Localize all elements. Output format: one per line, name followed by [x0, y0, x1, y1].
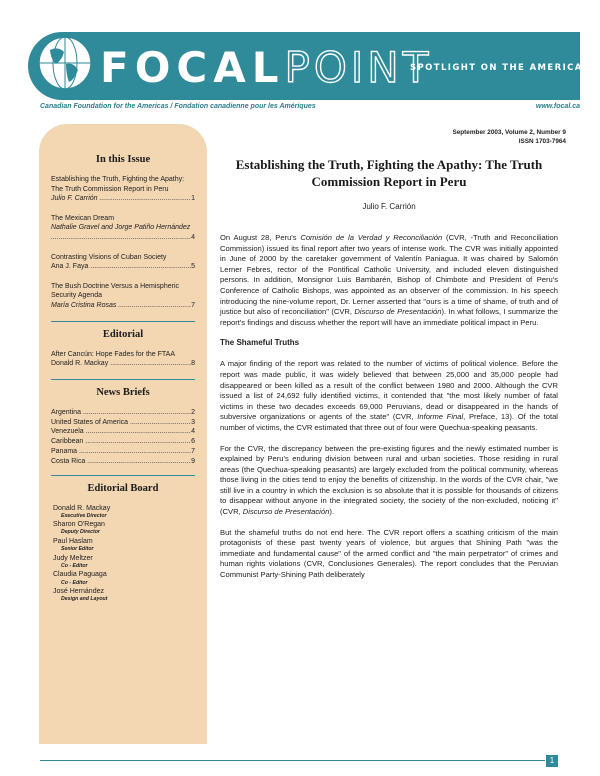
news-page: 7 — [191, 447, 195, 455]
board-member — [53, 570, 195, 587]
footer-rule — [40, 760, 545, 761]
article-title: Establishing the Truth, Fighting the Apathy: The Truth Commission Report in Peru — [235, 157, 543, 189]
board-member — [53, 537, 195, 554]
member-name: José Hernández — [53, 588, 104, 596]
news-page: 6 — [191, 438, 195, 446]
issue-issn: ISSN 1703-7964 — [518, 138, 566, 145]
text-run: ). In what follows, I summarize the report's findings and discuss whether the report will have an immediate political impact in Peru. — [220, 307, 559, 327]
in-this-issue-heading: In this Issue — [95, 154, 151, 165]
sidebar — [39, 124, 207, 744]
editorial-board-heading: Editorial Board — [87, 482, 159, 494]
toc-item[interactable] — [51, 175, 195, 204]
toc-item[interactable] — [51, 282, 195, 311]
text-run-italic: Comisión de la Verdad y Reconciliación — [300, 233, 443, 242]
focal-point-wordmark — [100, 42, 432, 94]
article-paragraph: But the shameful truths do not end here. The CVR report offers a scathing criticism of the main protagonists of these past twenty years of violence, but argues that Shining Path "was the immediate and fundamental cause" of the armed conflict and "the main perpetrator" of crimes and human rights violations (CVR, Conclusiones Generales). The report concludes that the Peruvian Communist Party-Shining Path deliberately — [220, 527, 558, 580]
news-label: United States of America ..... — [51, 418, 191, 428]
editorial-heading: Editorial — [102, 328, 144, 340]
member-role: Deputy Director — [61, 529, 100, 536]
news-brief-item[interactable] — [51, 408, 195, 418]
news-brief-item[interactable] — [51, 437, 195, 447]
toc-title: Establishing the Truth, Fighting the Apathy: The Truth Commission Report in Peru — [51, 176, 185, 193]
divider — [51, 475, 195, 476]
news-label: Caribbean ..... — [51, 437, 191, 447]
news-brief-item[interactable] — [51, 418, 195, 428]
member-role: Co - Editor — [61, 562, 88, 569]
news-briefs-heading: News Briefs — [96, 386, 150, 398]
member-role: Co - Editor — [61, 579, 88, 586]
member-role: Senior Editor — [61, 546, 94, 553]
member-role: Design and Layout — [61, 596, 108, 603]
toc-author: Julio F. Carrión ..... — [51, 194, 191, 204]
text-run: For the CVR, the discrepancy between the pre-existing figures and the newly estimated number is explained by Peru's enduring division between rural and urban societies. Those residing in rural areas (the Quechua-speaking peasants) are largely excluded from the political community, whereas those living in the cities tend to enjoy the benefits of citizenship. In the words of the CVR chair, "we still live in a country in which the exclusion is so absolute that it is possible for thousands of citizens to disappear without anyone in the integrated society, the society of the non-excluded, noticing it" (CVR, — [220, 443, 558, 517]
member-name: Claudia Paguaga — [53, 571, 107, 579]
news-page: 4 — [191, 428, 195, 436]
member-name: Paul Haslam — [53, 537, 93, 545]
toc-title: The Bush Doctrine Versus a Hemispheric Security Agenda — [51, 282, 179, 300]
toc-title: Contrasting Visions of Cuban Society — [51, 253, 167, 261]
divider — [51, 321, 195, 322]
article-author: Julio F. Carrión — [362, 202, 416, 211]
toc-page: 1 — [191, 195, 195, 203]
member-name: Donald R. Mackay — [53, 504, 111, 512]
brand-focal: FOCAL — [100, 43, 285, 92]
website-link[interactable]: www.focal.ca — [535, 103, 580, 110]
editorial-author: Donald R. Mackay ..... — [51, 359, 191, 369]
member-name: Sharon O'Regan — [53, 521, 105, 529]
masthead-subline — [40, 103, 580, 110]
issue-info — [452, 128, 566, 146]
globe-logo-icon — [36, 34, 94, 92]
tagline: SPOTLIGHT ON THE AMERICAS — [410, 63, 591, 73]
text-run: ). — [329, 507, 334, 517]
news-page: 9 — [191, 457, 195, 465]
article-paragraph — [220, 359, 558, 433]
text-run: , Preface, 13). Of the total number of victims, the CVR estimated that three out of four were Quechua-speaking peasants. — [220, 412, 558, 432]
member-name: Judy Meltzer — [53, 554, 93, 562]
news-label: Panama ..... — [51, 447, 191, 457]
news-brief-item[interactable] — [51, 457, 195, 467]
page-number: 1 — [546, 755, 558, 767]
article-paragraph — [220, 233, 558, 328]
text-run: On August 28, Peru's — [220, 233, 301, 242]
text-run-italic: Discurso de Presentación — [242, 507, 330, 517]
editorial-item[interactable] — [51, 350, 195, 369]
text-run-italic: Informe Final — [417, 412, 464, 422]
toc-author: María Cristina Rosas ..... — [51, 301, 191, 311]
article — [220, 156, 558, 591]
news-briefs-list — [51, 408, 195, 467]
issue-date-volume: September 2003, Volume 2, Number 9 — [452, 129, 566, 136]
article-paragraph — [220, 444, 558, 518]
toc-page: 7 — [191, 301, 195, 309]
divider — [51, 379, 195, 380]
news-label: Venezuela ..... — [51, 427, 191, 437]
news-page: 3 — [191, 418, 195, 426]
foundation-name: Canadian Foundation for the Americas / Fondation canadienne pour les Amériques — [40, 103, 316, 110]
board-member — [53, 504, 195, 521]
board-member — [53, 554, 195, 571]
news-brief-item[interactable] — [51, 427, 195, 437]
board-member — [53, 520, 195, 537]
news-page: 2 — [191, 408, 195, 416]
news-label: Argentina ..... — [51, 408, 191, 418]
toc-page: 4 — [191, 233, 195, 241]
toc-author: Nathalie Gravel and Jorge Patiño Hernández ..... — [51, 223, 191, 242]
toc-title: The Mexican Dream — [51, 214, 115, 222]
news-label: Costa Rica ..... — [51, 457, 191, 467]
toc-item[interactable] — [51, 253, 195, 272]
toc-author: Ana J. Faya ..... — [51, 262, 191, 272]
editorial-title: After Cancún: Hope Fades for the FTAA — [51, 350, 175, 358]
text-run-italic: Discurso de Presentación — [354, 307, 442, 317]
section-heading: The Shameful Truths — [220, 338, 300, 348]
toc-page: 5 — [191, 263, 195, 271]
editorial-page: 8 — [191, 360, 195, 368]
text-run: (CVR, -Truth and Reconciliation Commission) issued its final report after two years of intense work. The CVR was initially appointed in June of 2000 by the caretaker government of Valentín Paniagua. It was chaired by Salomón Lerner Febres, rector of the Pontifical Catholic University, and included eleven distinguished persons. In addition, Monsignor Luis Bambarén, Bishop of Chimbote and President of Peru's Conference of Catholic Bishops, was appointed as an observer of the commission. In his speech introducing the nine-volume report, Dr. Lerner asserted that "ours is a time of shame, of truth and of justice but also of reconciliation" (CVR, — [220, 233, 558, 317]
member-role: Executive Director — [61, 512, 107, 519]
text-run: A major finding of the report was related to the number of victims of political violence. Before the report was made public, it was widely believed that between 25,000 and 35,000 people had disappeared or been killed as a result of the conflict between 1980 and 2000. Although the CVR issued a list of 24,692 fully identified victims, it contended that "the most likely number of fatal victims in these two decades exceeds 69,000 Peruvians, dead or disappeared in the hands of subversive organizations or agents of the state" (CVR, — [220, 359, 558, 422]
brand-point: POINT — [284, 43, 433, 92]
editorial-board-list — [53, 504, 195, 604]
toc-item[interactable] — [51, 214, 195, 243]
board-member — [53, 587, 195, 604]
news-brief-item[interactable] — [51, 447, 195, 457]
